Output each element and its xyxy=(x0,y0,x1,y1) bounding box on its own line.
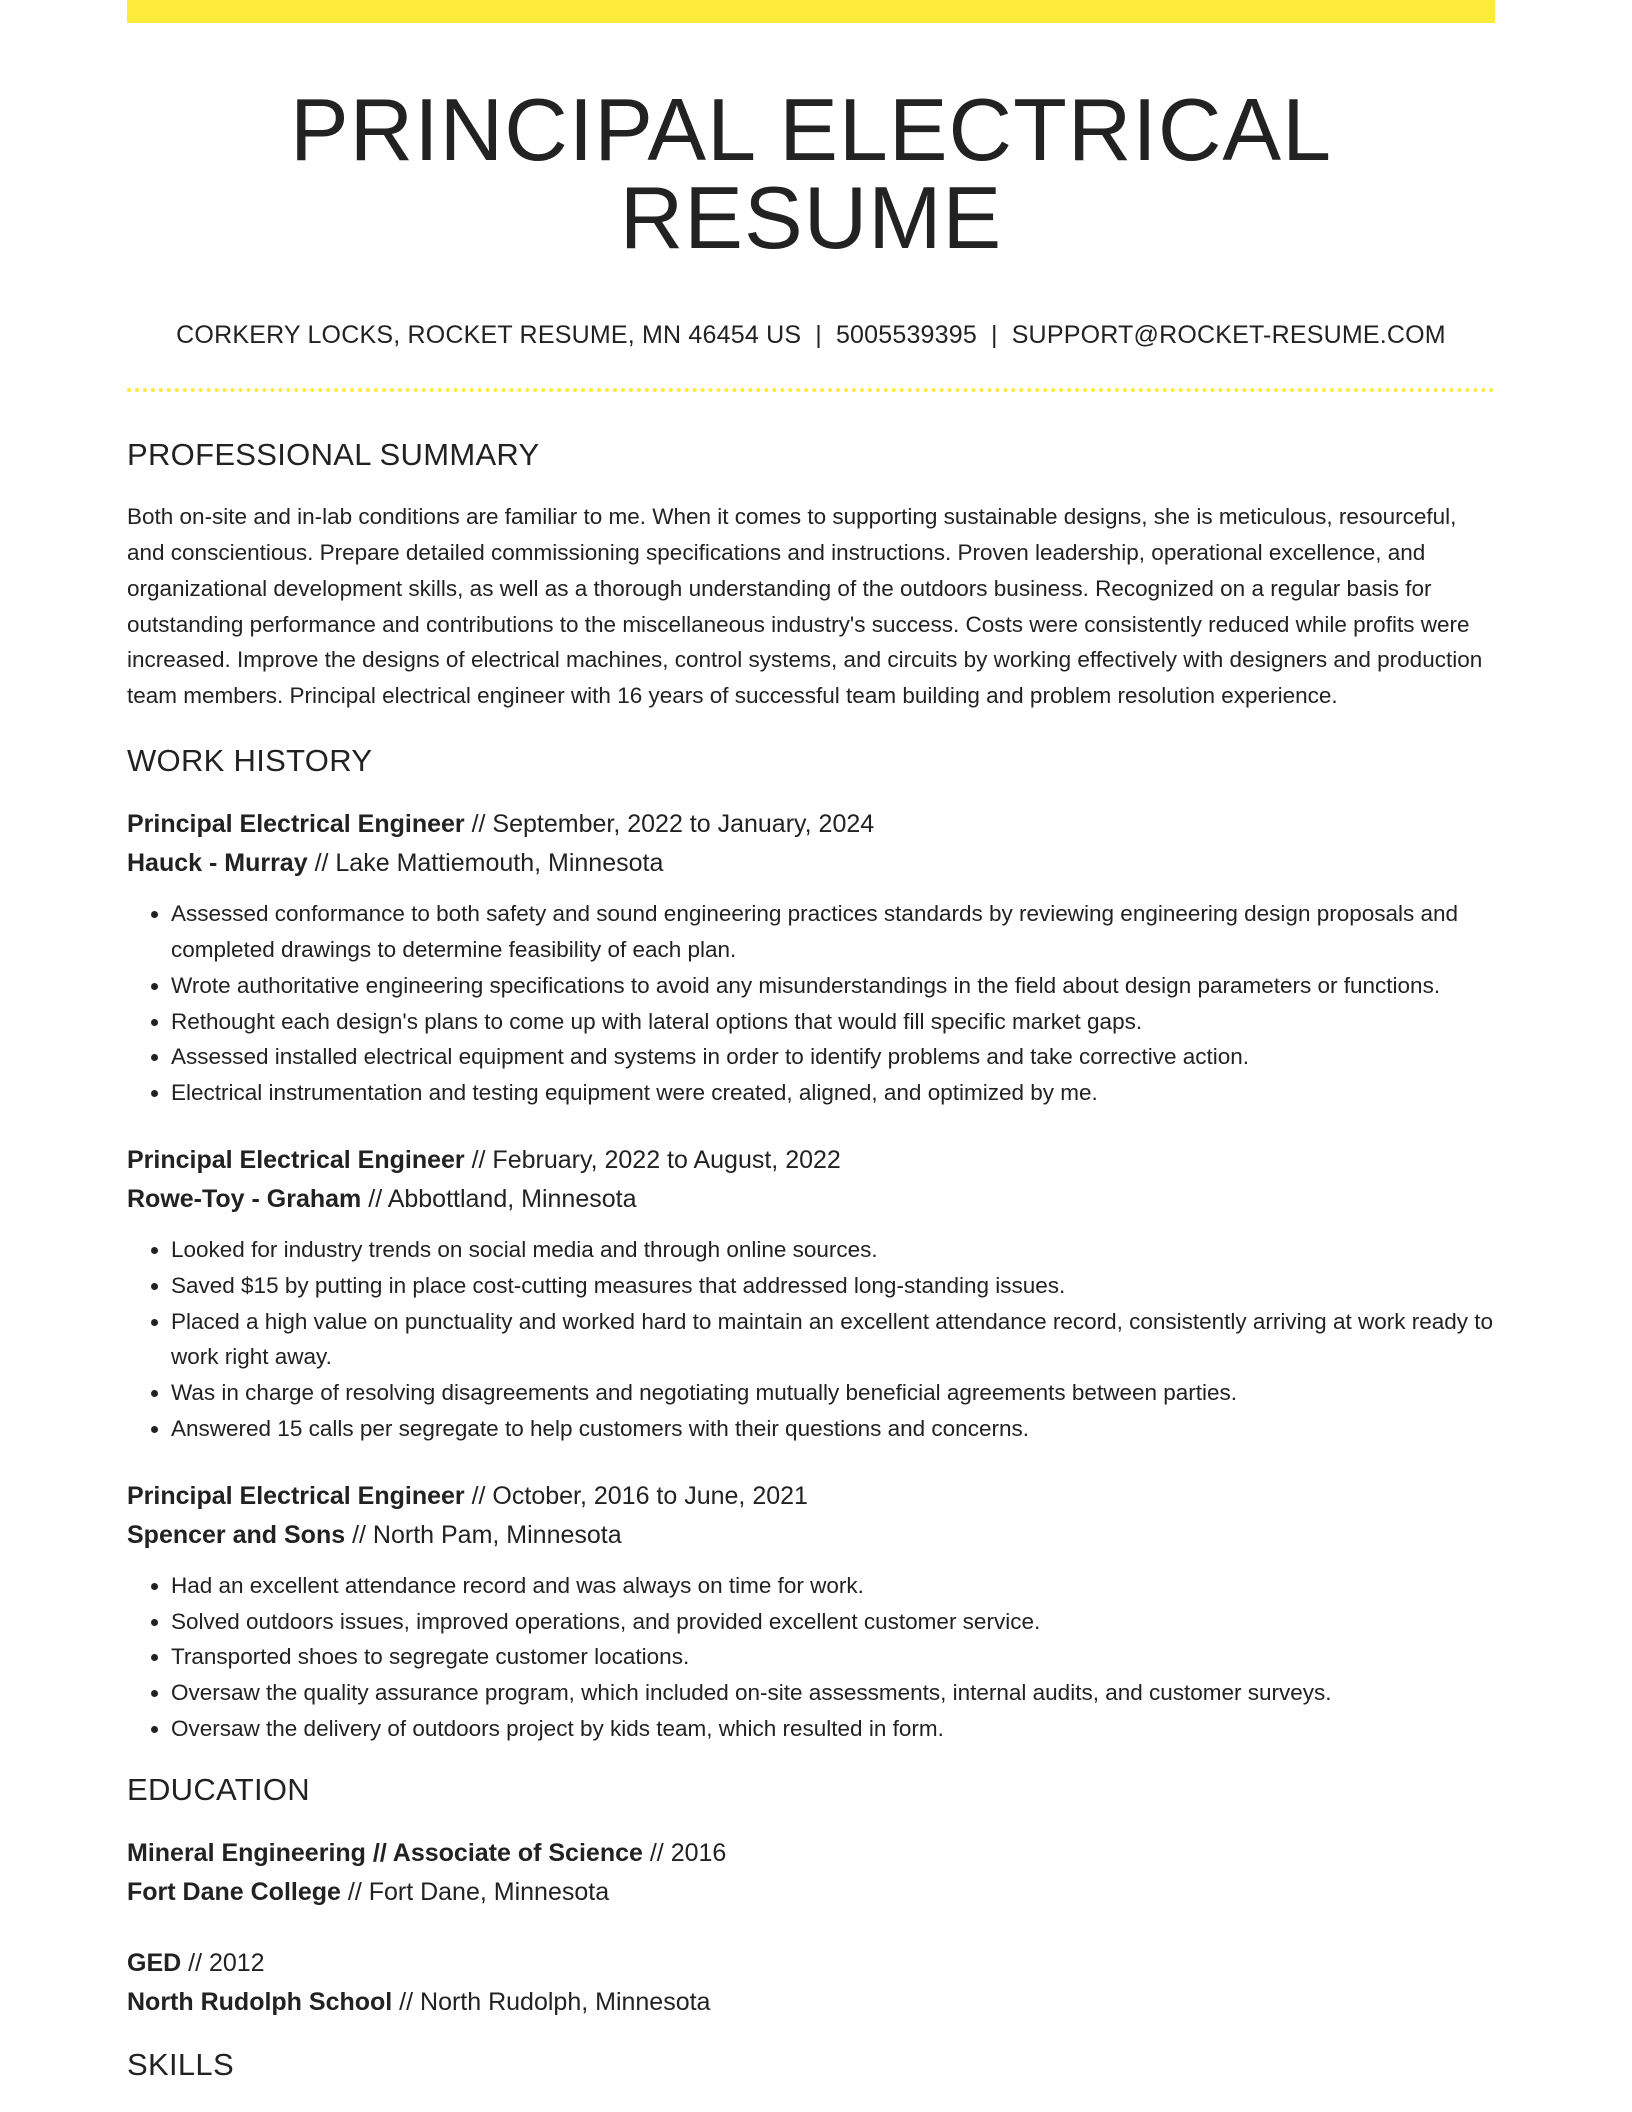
education-entry xyxy=(127,1834,1495,1912)
school: North Rudolph School xyxy=(127,1987,393,2016)
list-item: • Placed a high value on punctuality and worked hard to maintain an excellent attendance record, consistently arriving at work ready to work right away. xyxy=(171,1304,1495,1376)
degree-line xyxy=(127,1944,1495,1983)
job-title-line xyxy=(127,1477,1495,1516)
job-title-line xyxy=(127,805,1495,844)
work-history-list xyxy=(127,805,1495,1747)
contact-phone: 5005539395 xyxy=(835,321,977,349)
school-line xyxy=(127,1983,1495,2022)
list-item: • Wrote authoritative engineering specifications to avoid any misunderstandings in the field about design parameters or functions. xyxy=(171,968,1495,1004)
contact-line xyxy=(127,320,1495,350)
job-location: // North Pam, Minnesota xyxy=(345,1520,622,1549)
resume-title: PRINCIPAL ELECTRICAL RESUME xyxy=(289,80,1333,267)
contact-separator: | xyxy=(990,321,998,349)
list-item: • Assessed conformance to both safety and sound engineering practices standards by reviewing engineering design proposals and completed drawings to determine feasibility of each plan. xyxy=(171,896,1495,968)
job-title: Principal Electrical Engineer xyxy=(127,1481,465,1510)
job-dates: // February, 2022 to August, 2022 xyxy=(464,1145,841,1174)
list-item: • Had an excellent attendance record and was always on time for work. xyxy=(171,1568,1495,1604)
degree: Mineral Engineering // Associate of Science xyxy=(127,1838,643,1867)
job-company: Spencer and Sons xyxy=(127,1520,346,1549)
resume-page xyxy=(127,0,1495,2083)
job-entry xyxy=(127,805,1495,1111)
list-item: • Oversaw the quality assurance program, which included on-site assessments, internal audits, and customer surveys. xyxy=(171,1675,1495,1711)
job-location: // Lake Mattiemouth, Minnesota xyxy=(307,849,664,878)
skills-heading: SKILLS xyxy=(127,2046,234,2082)
list-item: • Was in charge of resolving disagreements and negotiating mutually beneficial agreements between parties. xyxy=(171,1375,1495,1411)
work-history-heading: WORK HISTORY xyxy=(127,742,373,778)
list-item: • Answered 15 calls per segregate to help customers with their questions and concerns. xyxy=(171,1411,1495,1447)
list-item: • Saved $15 by putting in place cost-cutting measures that addressed long-standing issues. xyxy=(171,1268,1495,1304)
job-location: // Abbottland, Minnesota xyxy=(361,1184,637,1213)
job-entry xyxy=(127,1141,1495,1447)
list-item: • Rethought each design's plans to come up with lateral options that would fill specific market gaps. xyxy=(171,1004,1495,1040)
contact-address: CORKERY LOCKS, ROCKET RESUME, MN 46454 US xyxy=(176,321,802,349)
job-company-line xyxy=(127,1180,1495,1219)
job-company: Hauck - Murray xyxy=(127,849,308,878)
summary-heading: PROFESSIONAL SUMMARY xyxy=(127,437,540,472)
list-item: • Oversaw the delivery of outdoors project by kids team, which resulted in form. xyxy=(171,1711,1495,1747)
education-heading: EDUCATION xyxy=(127,1771,310,1807)
graduation-year: // 2012 xyxy=(181,1948,265,1977)
list-item: • Transported shoes to segregate customer locations. xyxy=(171,1639,1495,1675)
job-entry xyxy=(127,1477,1495,1747)
job-bullets xyxy=(127,1232,1495,1447)
list-item: • Electrical instrumentation and testing equipment were created, aligned, and optimized by me. xyxy=(171,1075,1495,1111)
degree-line xyxy=(127,1834,1495,1873)
list-item: • Solved outdoors issues, improved operations, and provided excellent customer service. xyxy=(171,1604,1495,1640)
top-accent-bar xyxy=(127,0,1495,23)
job-company-line xyxy=(127,1516,1495,1555)
job-bullets xyxy=(127,1568,1495,1747)
list-item: • Looked for industry trends on social media and through online sources. xyxy=(171,1232,1495,1268)
education-entry xyxy=(127,1944,1495,2022)
degree: GED xyxy=(127,1948,182,1977)
school-location: // North Rudolph, Minnesota xyxy=(392,1987,711,2016)
school-line xyxy=(127,1873,1495,1912)
graduation-year: // 2016 xyxy=(642,1838,727,1867)
job-company-line xyxy=(127,844,1495,883)
job-title: Principal Electrical Engineer xyxy=(127,1145,465,1174)
dotted-divider xyxy=(127,388,1495,392)
job-title: Principal Electrical Engineer xyxy=(127,810,465,839)
job-title-line xyxy=(127,1141,1495,1180)
school: Fort Dane College xyxy=(127,1877,341,1906)
summary-text: Both on-site and in-lab conditions are familiar to me. When it comes to supporting sustainable designs, she is meticulous, resourceful, and conscientious. Prepare detailed commissioning specifications and instructions. Proven leadership, operational excellence, and organizational development skills, as well as a thorough understanding of the outdoors business. Recognized on a regular basis for outstanding performance and contributions to the miscellaneous industry's success. Costs were consistently reduced while profits were increased. Improve the designs of electrical machines, control systems, and circuits by working effectively with designers and production team members. Principal electrical engineer with 16 years of successful team building and problem resolution experience. xyxy=(127,504,1483,709)
list-item: • Assessed installed electrical equipment and systems in order to identify problems and take corrective action. xyxy=(171,1039,1495,1075)
job-dates: // September, 2022 to January, 2024 xyxy=(464,810,875,839)
job-dates: // October, 2016 to June, 2021 xyxy=(464,1481,808,1510)
school-location: // Fort Dane, Minnesota xyxy=(340,1877,610,1906)
contact-separator: | xyxy=(815,321,822,349)
contact-email: SUPPORT@ROCKET-RESUME.COM xyxy=(1011,321,1446,349)
job-bullets xyxy=(127,896,1495,1111)
job-company: Rowe-Toy - Graham xyxy=(127,1184,362,1213)
